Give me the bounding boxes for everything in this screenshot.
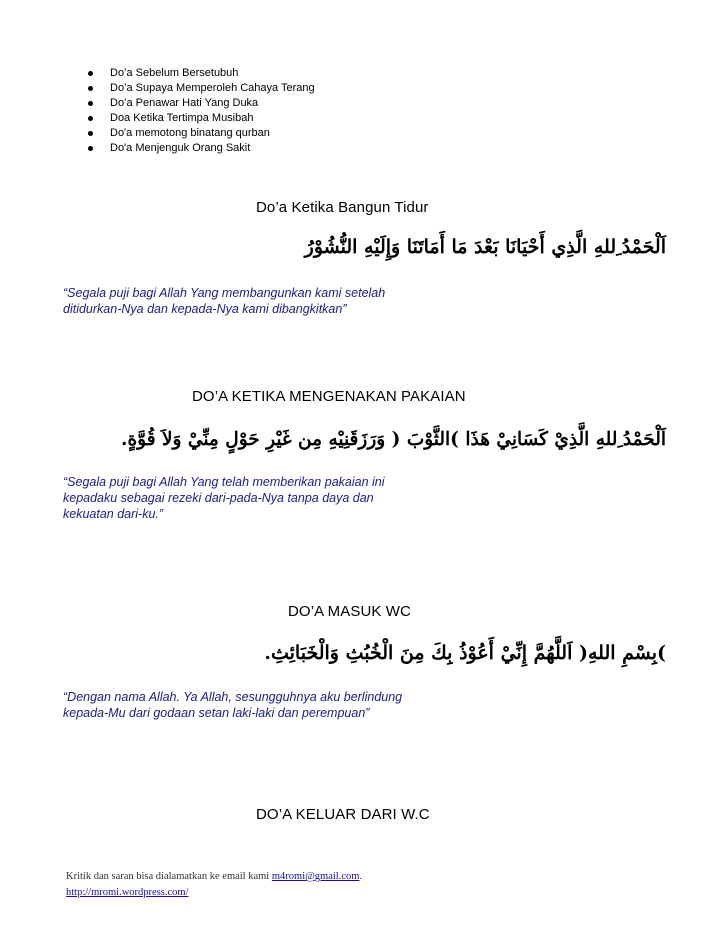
list-item-label: Do'a memotong binatang qurban (110, 127, 270, 139)
translation-masuk-wc: “Dengan nama Allah. Ya Allah, sesungguhnya aku berlindung kepada-Mu dari godaan setan laki-laki dan perempuan” (63, 690, 403, 720)
list-item[interactable] (88, 126, 315, 141)
arabic-text-masuk-wc: )بِسْمِ اللهِ( اَللَّهُمَّ إِنِّيْ أَعُوْذُ بِكَ مِنَ الْخُبُثِ وَالْخَبَائِثِ. (264, 642, 666, 664)
website-link[interactable]: http://mromi.wordpress.com/ (66, 887, 189, 898)
arabic-text-mengenakan-pakaian: اَلْحَمْدُ ِللهِ الَّذِيْ كَسَانِيْ هَذَا )الثَّوْبَ ( وَرَزَقَنِيْهِ مِن غَيْرِ حَوْلٍ مِنِّيْ وَلاَ قُوَّةٍ. (121, 429, 666, 450)
list-item-label: Do’a Sebelum Bersetubuh (110, 67, 239, 79)
arabic-text-bangun-tidur: اَلْحَمْدُ ِللهِ الَّذِي أَحْيَانَا بَعْدَ مَا أَمَاتَنَا وَإِلَيْهِ النُّشُوْرُ (304, 236, 666, 258)
bullet-icon (88, 86, 93, 91)
bullet-icon (88, 101, 93, 106)
list-item[interactable] (88, 111, 315, 126)
footer-text: Kritik dan saran bisa dialamatkan ke email kami (66, 871, 270, 882)
page-footer (66, 869, 362, 901)
list-item-label: Doa Ketika Tertimpa Musibah (110, 112, 254, 124)
translation-mengenakan-pakaian: “Segala puji bagi Allah Yang telah memberikan pakaian ini kepadaku sebagai rezeki dari-pada-Nya tanpa daya dan kekuatan dari-ku.” (63, 475, 385, 521)
list-item[interactable] (88, 81, 315, 96)
list-item[interactable] (88, 66, 315, 81)
list-item[interactable] (88, 96, 315, 111)
email-link[interactable]: m4romi@gmail.com (271, 871, 360, 882)
list-item-label: Do’a Penawar Hati Yang Duka (110, 97, 259, 109)
section-title-bangun-tidur: Do’a Ketika Bangun Tidur (256, 199, 429, 216)
list-item-label: Do’a Supaya Memperoleh Cahaya Terang (110, 82, 315, 94)
related-doa-list (88, 66, 315, 156)
bullet-icon (88, 71, 93, 76)
list-item-label: Do'a Menjenguk Orang Sakit (110, 142, 251, 154)
list-item[interactable] (88, 141, 315, 156)
section-title-masuk-wc: DO’A MASUK WC (288, 603, 411, 620)
bullet-icon (88, 116, 93, 121)
section-title-keluar-wc: DO’A KELUAR DARI W.C (256, 806, 430, 823)
bullet-icon (88, 146, 93, 151)
section-title-mengenakan-pakaian: DO’A KETIKA MENGENAKAN PAKAIAN (192, 388, 466, 405)
translation-bangun-tidur: “Segala puji bagi Allah Yang membangunkan kami setelah ditidurkan-Nya dan kepada-Nya kami dibangkitkan” (63, 286, 386, 316)
footer-period: . (359, 871, 363, 882)
bullet-icon (88, 131, 93, 136)
